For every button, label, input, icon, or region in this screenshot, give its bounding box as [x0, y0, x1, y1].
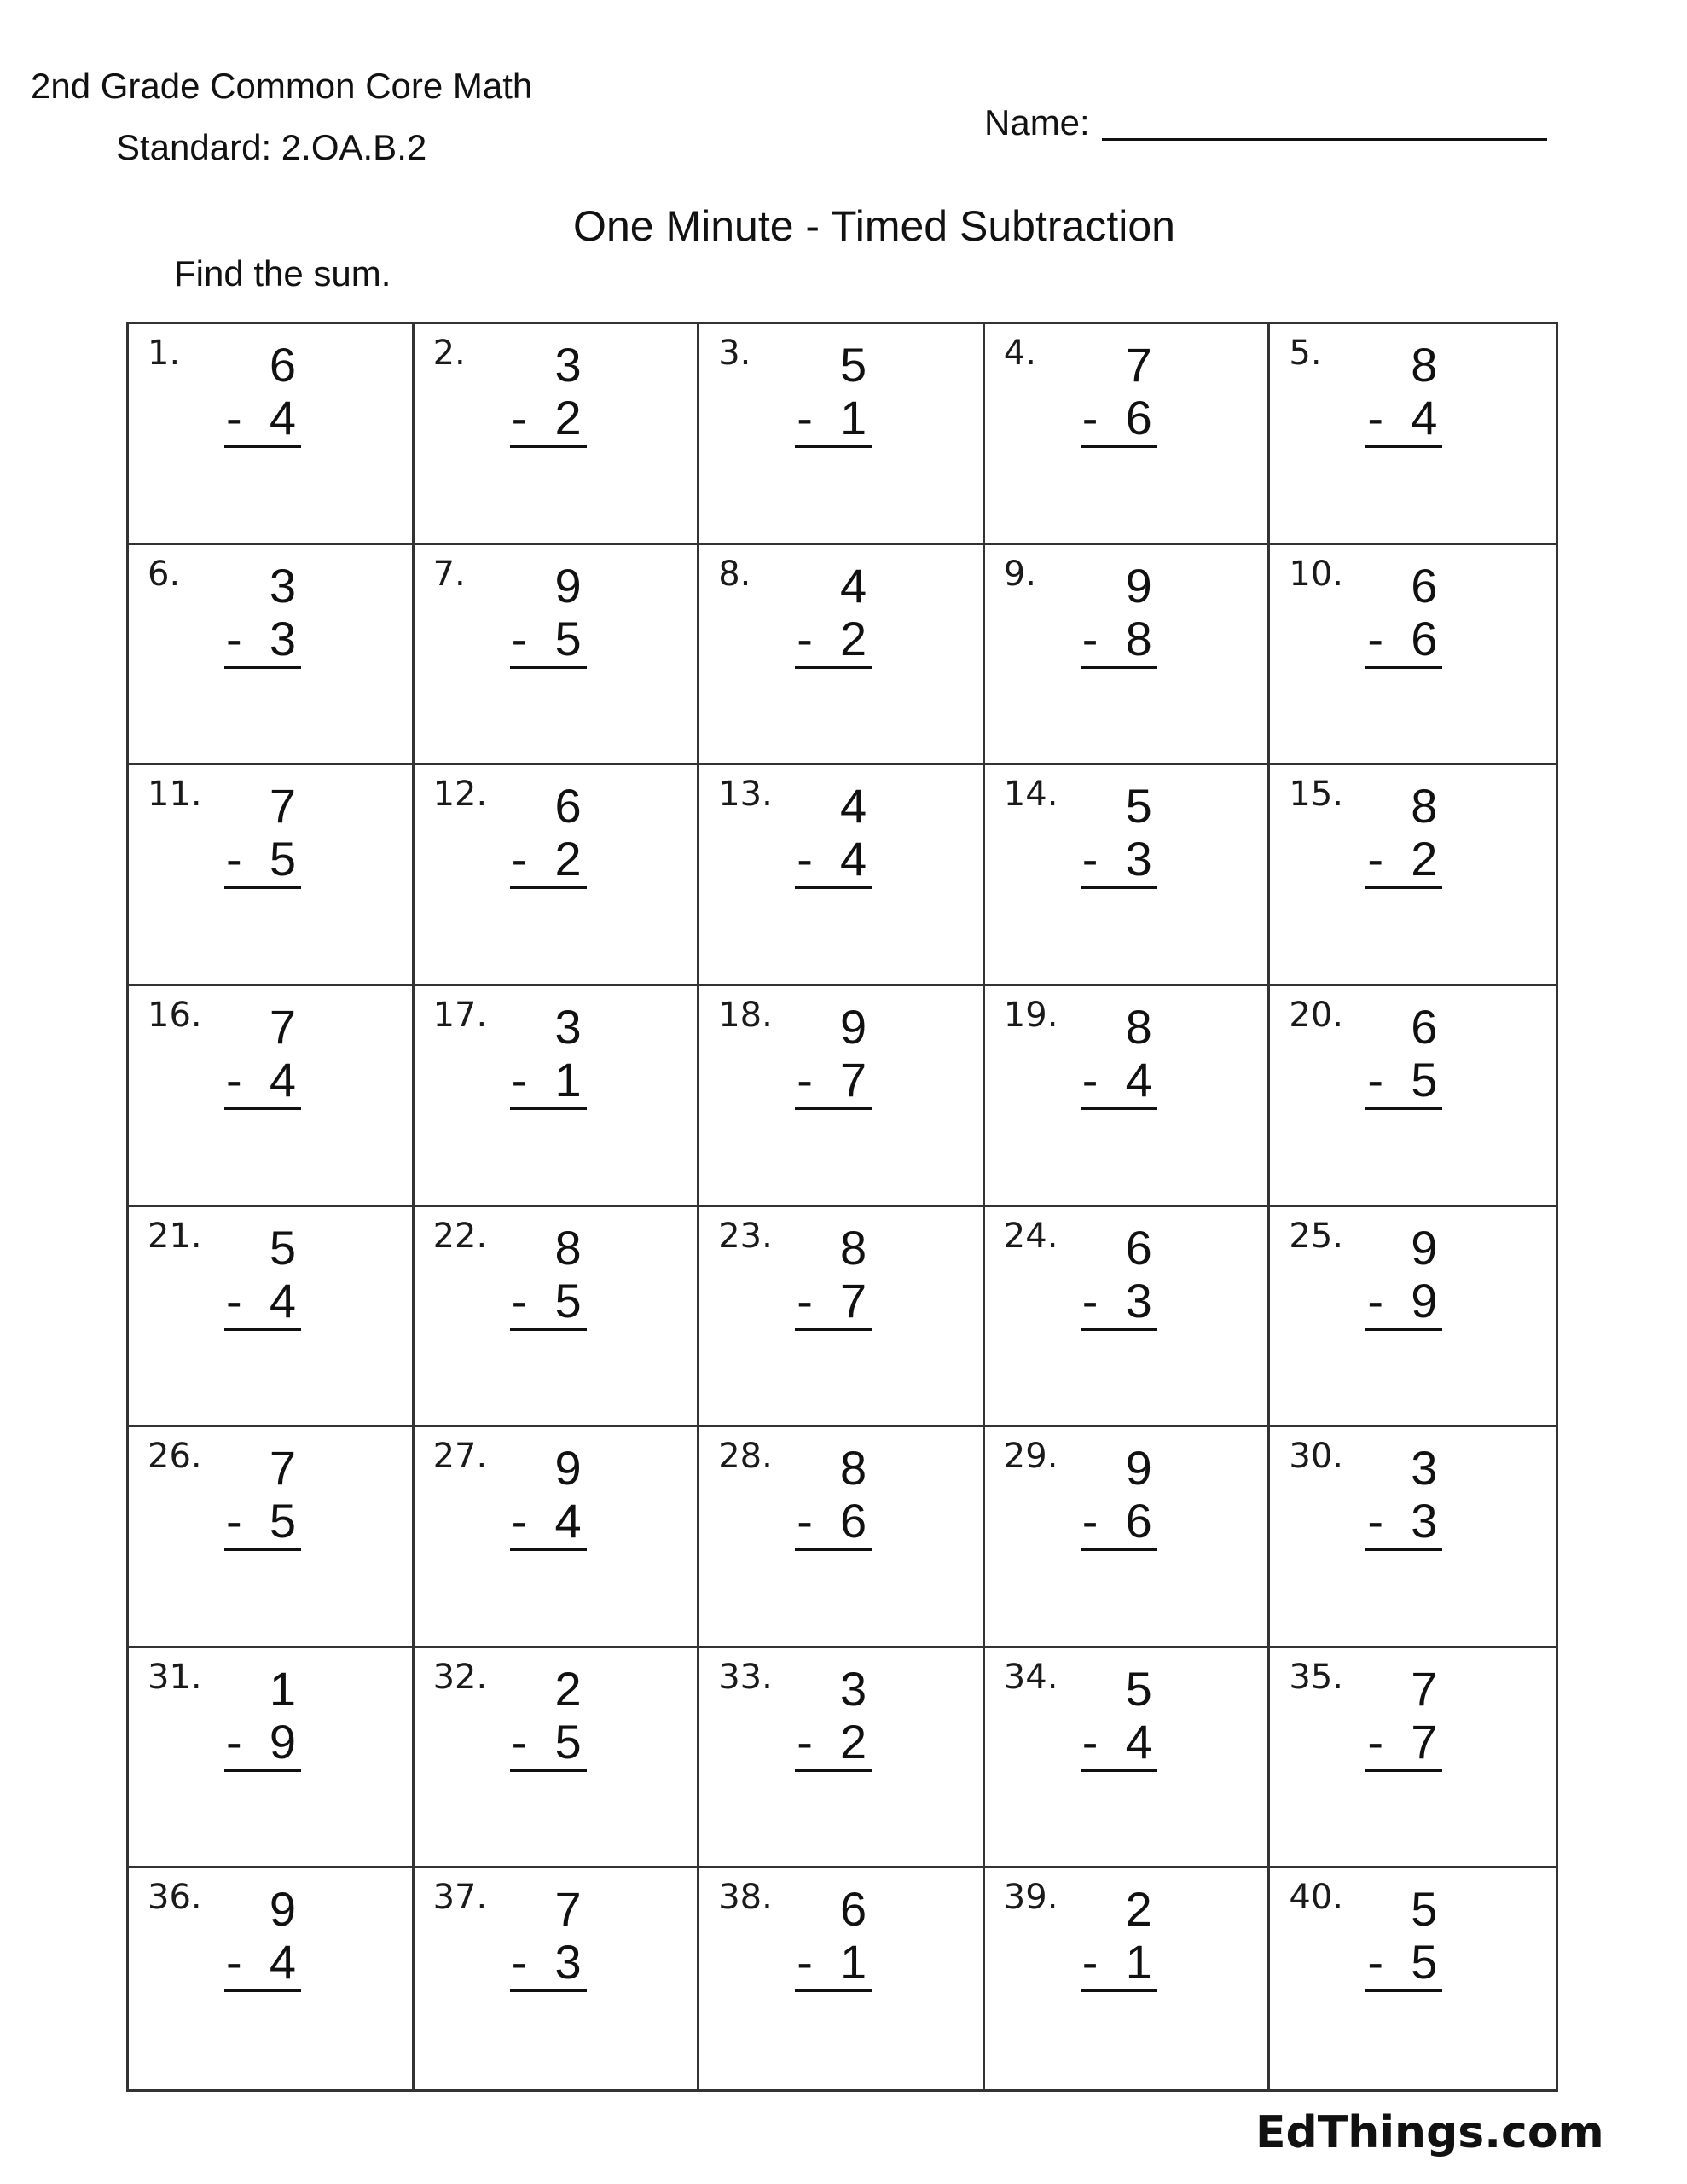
minuend: 9 — [1125, 558, 1152, 613]
subtrahend-row — [1081, 391, 1157, 448]
minus-sign: - — [1367, 611, 1384, 665]
subtrahend-row — [1081, 1714, 1157, 1772]
problem-cell — [1270, 765, 1556, 986]
subtrahend: 7 — [840, 1052, 867, 1107]
minuend: 9 — [269, 1882, 296, 1937]
subtrahend: 4 — [269, 1935, 296, 1989]
subtrahend-row — [224, 1935, 301, 1992]
subtrahend-row — [1081, 1273, 1157, 1331]
subtrahend-row — [795, 1052, 872, 1110]
subtrahend: 6 — [1411, 611, 1438, 665]
minuend: 5 — [1125, 779, 1152, 834]
subtrahend-row — [224, 1273, 301, 1331]
minus-sign: - — [797, 391, 813, 444]
problem-number: 6. — [148, 554, 181, 594]
minus-sign: - — [511, 832, 528, 886]
minus-sign: - — [1367, 832, 1384, 886]
subtraction-problem — [224, 1441, 301, 1551]
problem-cell — [985, 1648, 1271, 1869]
subtrahend-row — [1081, 832, 1157, 889]
minus-sign: - — [226, 1714, 242, 1769]
minus-sign: - — [797, 832, 813, 886]
problem-cell — [415, 1207, 700, 1428]
subtrahend-row — [795, 611, 872, 669]
subtrahend: 1 — [840, 1935, 867, 1989]
subtraction-problem — [795, 558, 872, 669]
subtrahend-row — [224, 611, 301, 669]
subtrahend: 4 — [554, 1494, 582, 1548]
minus-sign: - — [797, 1935, 813, 1989]
problem-cell — [1270, 1207, 1556, 1428]
subtraction-problem — [1081, 1441, 1157, 1551]
problem-number: 29. — [1003, 1437, 1058, 1477]
subtraction-problem — [1365, 1882, 1442, 1992]
subtrahend-row — [795, 1935, 872, 1992]
brand-footer: EdThings.com — [1255, 2107, 1604, 2158]
minuend: 7 — [1411, 1661, 1438, 1716]
problem-number: 38. — [718, 1878, 773, 1918]
minus-sign: - — [1367, 1714, 1384, 1769]
minus-sign: - — [1081, 1935, 1099, 1989]
subtraction-problem — [510, 1441, 587, 1551]
problem-cell — [1270, 1648, 1556, 1869]
problem-cell — [699, 545, 985, 766]
subtraction-problem — [510, 1882, 587, 1992]
minus-sign: - — [511, 1494, 528, 1548]
minus-sign: - — [226, 391, 242, 444]
minus-sign: - — [226, 1273, 242, 1327]
problem-number: 4. — [1003, 334, 1036, 373]
subtrahend: 5 — [554, 611, 582, 665]
minus-sign: - — [511, 1273, 528, 1327]
minuend: 6 — [1125, 1220, 1152, 1275]
subtrahend-row — [1081, 1052, 1157, 1110]
subtrahend-row — [224, 391, 301, 448]
problem-cell — [985, 1427, 1271, 1648]
subtrahend: 3 — [554, 1935, 582, 1989]
subtrahend: 5 — [554, 1273, 582, 1327]
minuend: 4 — [840, 779, 867, 834]
problem-cell — [129, 1648, 415, 1869]
subtraction-problem — [795, 999, 872, 1110]
subtraction-problem — [224, 1882, 301, 1992]
minuend: 5 — [1411, 1882, 1438, 1937]
subtrahend-row — [510, 1273, 587, 1331]
problem-cell — [129, 324, 415, 545]
name-label: Name: — [984, 102, 1090, 142]
minuend: 7 — [269, 1441, 296, 1496]
subtraction-problem — [1081, 999, 1157, 1110]
minuend: 1 — [269, 1661, 296, 1716]
minus-sign: - — [226, 1052, 242, 1107]
minuend: 9 — [840, 999, 867, 1054]
minuend: 8 — [1411, 779, 1438, 834]
minus-sign: - — [226, 1494, 242, 1548]
subtrahend: 3 — [1125, 832, 1152, 886]
minuend: 6 — [269, 338, 296, 392]
problem-number: 37. — [432, 1878, 488, 1918]
worksheet-title: One Minute - Timed Subtraction — [573, 202, 1175, 250]
subtraction-problem — [510, 1661, 587, 1772]
subtrahend: 7 — [1411, 1714, 1438, 1769]
subtrahend-row — [1365, 832, 1442, 889]
problem-cell — [699, 1427, 985, 1648]
minuend: 2 — [554, 1661, 582, 1716]
subtraction-problem — [1081, 779, 1157, 889]
subtrahend: 1 — [840, 391, 867, 444]
subtrahend-row — [510, 391, 587, 448]
minus-sign: - — [797, 1052, 813, 1107]
subtrahend-row — [510, 611, 587, 669]
subtraction-problem — [224, 1661, 301, 1772]
minuend: 3 — [554, 338, 582, 392]
minus-sign: - — [1081, 1494, 1099, 1548]
subtrahend-row — [224, 1714, 301, 1772]
minuend: 6 — [554, 779, 582, 834]
subtrahend-row — [795, 391, 872, 448]
subtraction-problem — [795, 338, 872, 448]
subtrahend: 2 — [840, 611, 867, 665]
problem-number: 8. — [718, 554, 751, 594]
name-field — [984, 101, 1547, 141]
minus-sign: - — [1081, 611, 1099, 665]
problem-cell — [699, 1207, 985, 1428]
problem-cell — [985, 545, 1271, 766]
problem-number: 24. — [1003, 1216, 1058, 1256]
problem-number: 23. — [718, 1216, 773, 1256]
problem-cell — [1270, 545, 1556, 766]
problem-number: 7. — [432, 554, 466, 594]
problem-number: 2. — [432, 334, 466, 373]
problem-cell — [129, 1207, 415, 1428]
subtrahend-row — [1081, 611, 1157, 669]
problem-number: 19. — [1003, 995, 1058, 1035]
subtrahend: 3 — [1125, 1273, 1152, 1327]
subtraction-problem — [510, 558, 587, 669]
minus-sign: - — [511, 391, 528, 444]
problem-number: 40. — [1289, 1878, 1344, 1918]
subtraction-problem — [1081, 338, 1157, 448]
problem-cell — [699, 1868, 985, 2089]
problem-cell — [129, 1868, 415, 2089]
problem-number: 3. — [718, 334, 751, 373]
problem-number: 35. — [1289, 1657, 1344, 1697]
problem-number: 27. — [432, 1437, 488, 1477]
problem-number: 34. — [1003, 1657, 1058, 1697]
subtrahend-row — [1365, 391, 1442, 448]
minuend: 8 — [840, 1441, 867, 1496]
subtrahend: 4 — [1411, 391, 1438, 444]
minus-sign: - — [226, 611, 242, 665]
minuend: 8 — [554, 1220, 582, 1275]
minuend: 7 — [269, 999, 296, 1054]
subtrahend-row — [795, 1273, 872, 1331]
minuend: 7 — [1125, 338, 1152, 392]
problem-number: 16. — [148, 995, 202, 1035]
subtrahend: 5 — [269, 1494, 296, 1548]
minus-sign: - — [797, 611, 813, 665]
subtrahend: 2 — [840, 1714, 867, 1769]
subtrahend: 9 — [269, 1714, 296, 1769]
minuend: 2 — [1125, 1882, 1152, 1937]
problem-number: 20. — [1289, 995, 1344, 1035]
subtrahend: 5 — [269, 832, 296, 886]
subtrahend-row — [510, 1494, 587, 1551]
minuend: 4 — [840, 558, 867, 613]
subtrahend-row — [224, 1494, 301, 1551]
minus-sign: - — [1081, 1052, 1099, 1107]
minus-sign: - — [226, 1935, 242, 1989]
problem-number: 15. — [1289, 775, 1344, 815]
problem-number: 22. — [432, 1216, 488, 1256]
subtraction-problem — [224, 999, 301, 1110]
problem-cell — [415, 1648, 700, 1869]
grade-heading: 2nd Grade Common Core Math — [31, 66, 533, 106]
subtrahend: 4 — [1125, 1714, 1152, 1769]
minuend: 5 — [840, 338, 867, 392]
problem-number: 26. — [148, 1437, 202, 1477]
subtrahend: 4 — [1125, 1052, 1152, 1107]
problem-number: 21. — [148, 1216, 202, 1256]
subtrahend: 2 — [554, 832, 582, 886]
subtrahend-row — [224, 1052, 301, 1110]
problem-cell — [415, 765, 700, 986]
problem-cell — [129, 545, 415, 766]
problem-cell — [1270, 986, 1556, 1207]
problem-number: 14. — [1003, 775, 1058, 815]
minuend: 6 — [840, 1882, 867, 1937]
minuend: 7 — [554, 1882, 582, 1937]
subtrahend-row — [510, 1935, 587, 1992]
problem-number: 13. — [718, 775, 773, 815]
subtrahend: 5 — [554, 1714, 582, 1769]
subtrahend-row — [1365, 1714, 1442, 1772]
subtrahend: 3 — [1411, 1494, 1438, 1548]
subtraction-problem — [1365, 779, 1442, 889]
instruction-text: Find the sum. — [174, 253, 391, 293]
subtrahend-row — [1081, 1935, 1157, 1992]
subtrahend: 6 — [1125, 1494, 1152, 1548]
subtrahend-row — [510, 1052, 587, 1110]
subtraction-problem — [1081, 1220, 1157, 1331]
minuend: 8 — [840, 1220, 867, 1275]
subtrahend-row — [510, 1714, 587, 1772]
subtrahend: 4 — [840, 832, 867, 886]
minuend: 6 — [1411, 999, 1438, 1054]
subtrahend: 2 — [554, 391, 582, 444]
minuend: 5 — [269, 1220, 296, 1275]
problem-cell — [1270, 1868, 1556, 2089]
minuend: 7 — [269, 779, 296, 834]
subtrahend: 3 — [269, 611, 296, 665]
problem-cell — [985, 1207, 1271, 1428]
problem-cell — [985, 324, 1271, 545]
minus-sign: - — [1367, 1494, 1384, 1548]
subtraction-problem — [1365, 999, 1442, 1110]
subtrahend: 5 — [1411, 1052, 1438, 1107]
problem-number: 17. — [432, 995, 488, 1035]
problem-cell — [699, 765, 985, 986]
problem-number: 1. — [148, 334, 181, 373]
name-blank-line — [1102, 101, 1547, 141]
subtraction-problem — [224, 1220, 301, 1331]
subtrahend: 8 — [1125, 611, 1152, 665]
problem-cell — [699, 986, 985, 1207]
subtraction-problem — [510, 779, 587, 889]
subtraction-problem — [1365, 338, 1442, 448]
subtrahend: 1 — [1125, 1935, 1152, 1989]
subtraction-problem — [510, 999, 587, 1110]
minus-sign: - — [511, 1935, 528, 1989]
subtrahend-row — [1365, 1273, 1442, 1331]
minus-sign: - — [1367, 1273, 1384, 1327]
minuend: 9 — [1411, 1220, 1438, 1275]
subtraction-problem — [795, 1220, 872, 1331]
problem-cell — [129, 1427, 415, 1648]
subtrahend: 4 — [269, 1273, 296, 1327]
subtrahend-row — [1365, 611, 1442, 669]
problem-cell — [985, 1868, 1271, 2089]
problem-number: 33. — [718, 1657, 773, 1697]
problem-number: 9. — [1003, 554, 1036, 594]
subtraction-problem — [224, 338, 301, 448]
problem-number: 12. — [432, 775, 488, 815]
minuend: 3 — [554, 999, 582, 1054]
subtrahend: 4 — [269, 391, 296, 444]
subtraction-problem — [795, 779, 872, 889]
problem-number: 25. — [1289, 1216, 1344, 1256]
subtraction-problem — [795, 1661, 872, 1772]
subtraction-problem — [795, 1441, 872, 1551]
minuend: 9 — [554, 558, 582, 613]
minus-sign: - — [797, 1494, 813, 1548]
problem-cell — [415, 986, 700, 1207]
subtrahend: 7 — [840, 1273, 867, 1327]
subtrahend-row — [795, 832, 872, 889]
standard-heading: Standard: 2.OA.B.2 — [116, 127, 427, 167]
subtrahend-row — [1365, 1494, 1442, 1551]
problem-number: 30. — [1289, 1437, 1344, 1477]
subtrahend: 5 — [1411, 1935, 1438, 1989]
problem-cell — [415, 324, 700, 545]
problem-cell — [415, 1868, 700, 2089]
subtrahend-row — [1365, 1052, 1442, 1110]
problem-cell — [1270, 1427, 1556, 1648]
minus-sign: - — [511, 611, 528, 665]
subtrahend: 1 — [554, 1052, 582, 1107]
subtraction-problem — [224, 779, 301, 889]
minuend: 9 — [554, 1441, 582, 1496]
minuend: 3 — [840, 1661, 867, 1716]
subtraction-problem — [1365, 1661, 1442, 1772]
minuend: 6 — [1411, 558, 1438, 613]
problem-number: 11. — [148, 775, 202, 815]
problem-cell — [129, 986, 415, 1207]
problem-number: 5. — [1289, 334, 1322, 373]
subtraction-problem — [1365, 558, 1442, 669]
minus-sign: - — [226, 832, 242, 886]
problem-number: 18. — [718, 995, 773, 1035]
subtrahend-row — [795, 1494, 872, 1551]
subtrahend-row — [1365, 1935, 1442, 1992]
minuend: 3 — [1411, 1441, 1438, 1496]
problem-number: 32. — [432, 1657, 488, 1697]
minus-sign: - — [511, 1052, 528, 1107]
minuend: 9 — [1125, 1441, 1152, 1496]
subtrahend-row — [224, 832, 301, 889]
minus-sign: - — [1081, 391, 1099, 444]
problem-cell — [1270, 324, 1556, 545]
problem-cell — [699, 1648, 985, 1869]
minus-sign: - — [1081, 1273, 1099, 1327]
subtraction-problem — [224, 558, 301, 669]
minuend: 8 — [1125, 999, 1152, 1054]
problem-cell — [699, 324, 985, 545]
problem-number: 10. — [1289, 554, 1344, 594]
problem-number: 28. — [718, 1437, 773, 1477]
subtraction-problem — [1365, 1220, 1442, 1331]
subtraction-problem — [510, 338, 587, 448]
problem-cell — [985, 986, 1271, 1207]
subtrahend: 2 — [1411, 832, 1438, 886]
subtraction-problem — [1081, 1882, 1157, 1992]
minus-sign: - — [1367, 1052, 1384, 1107]
problem-cell — [129, 765, 415, 986]
problem-grid — [126, 322, 1558, 2092]
subtrahend-row — [1081, 1494, 1157, 1551]
subtraction-problem — [1081, 1661, 1157, 1772]
subtrahend: 9 — [1411, 1273, 1438, 1327]
problem-cell — [985, 765, 1271, 986]
minuend: 3 — [269, 558, 296, 613]
minuend: 8 — [1411, 338, 1438, 392]
subtrahend: 4 — [269, 1052, 296, 1107]
subtrahend: 6 — [1125, 391, 1152, 444]
problem-cell — [415, 1427, 700, 1648]
problem-number: 31. — [148, 1657, 202, 1697]
subtrahend-row — [795, 1714, 872, 1772]
minus-sign: - — [1367, 1935, 1384, 1989]
minuend: 5 — [1125, 1661, 1152, 1716]
problem-number: 39. — [1003, 1878, 1058, 1918]
minus-sign: - — [797, 1714, 813, 1769]
subtrahend: 6 — [840, 1494, 867, 1548]
subtraction-problem — [1365, 1441, 1442, 1551]
minus-sign: - — [511, 1714, 528, 1769]
minus-sign: - — [1367, 391, 1384, 444]
subtraction-problem — [510, 1220, 587, 1331]
minus-sign: - — [1081, 832, 1099, 886]
subtraction-problem — [795, 1882, 872, 1992]
problem-cell — [415, 545, 700, 766]
subtrahend-row — [510, 832, 587, 889]
minus-sign: - — [1081, 1714, 1099, 1769]
problem-number: 36. — [148, 1878, 202, 1918]
subtraction-problem — [1081, 558, 1157, 669]
minus-sign: - — [797, 1273, 813, 1327]
